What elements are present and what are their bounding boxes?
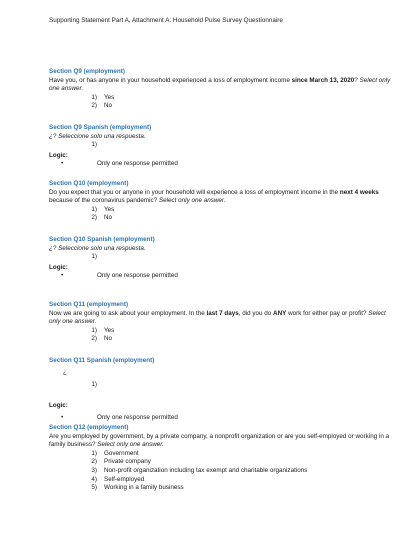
- section-title: Section Q11 (employment): [49, 301, 129, 308]
- option-item: 1) Yes: [91, 93, 115, 101]
- option-item: 1) Yes: [91, 205, 115, 213]
- option-item: 5) Working in a family business: [91, 484, 184, 492]
- option-item: 1): [91, 253, 97, 261]
- option-item: 1) Government: [91, 449, 139, 457]
- question-text: Have you, or has anyone in your household experienced a loss of employment income since March 13, 2020? Select only one answer.: [49, 76, 391, 93]
- option-item: 1) Yes: [91, 326, 115, 334]
- question-text: ¿: [63, 368, 67, 376]
- section-title: Section Q12 (employment): [49, 424, 129, 431]
- section-q12: [49, 424, 394, 493]
- logic-label: Logic:: [49, 151, 68, 159]
- section-q11: [49, 301, 394, 344]
- option-item: 2) No: [91, 102, 113, 110]
- question-text: Are you employed by government, by a private company, a nonprofit organization or are you self-employed or working in a family business? Select only one answer.: [49, 432, 390, 449]
- question-text: Now we are going to ask about your employment. In the last 7 days, did you do ANY work for either pay or profit? Select only one answer.: [49, 309, 386, 326]
- option-item: 4) Self-employed: [91, 475, 145, 483]
- section-title: Section Q11 Spanish (employment): [49, 357, 155, 364]
- logic-label: Logic:: [49, 263, 68, 271]
- section-q9: [49, 68, 394, 111]
- section-q10: [49, 180, 394, 223]
- question-text: Do you expect that you or anyone in your household will experience a loss of employment income in the next 4 weeks because of the coronavirus pandemic? Select only one answer.: [49, 188, 379, 205]
- section-q9-spanish: [49, 124, 394, 169]
- section-title: Section Q9 Spanish (employment): [49, 124, 152, 131]
- option-item: 3) Non-profit organization including tax exempt and charitable organizations: [91, 466, 308, 474]
- question-text: ¿? Seleccione solo una respuesta.: [49, 132, 146, 140]
- option-item: 1): [91, 141, 97, 149]
- logic-label: Logic:: [49, 401, 68, 409]
- section-q11-spanish: [49, 357, 394, 423]
- logic-bullet: • Only one response permitted: [61, 160, 178, 168]
- option-item: 2) No: [91, 335, 113, 343]
- option-item: 1): [91, 381, 97, 389]
- section-q10-spanish: [49, 236, 394, 281]
- section-title: Section Q9 (employment): [49, 68, 125, 75]
- option-item: 2) No: [91, 214, 113, 222]
- section-title: Section Q10 Spanish (employment): [49, 236, 155, 243]
- question-text: ¿? Seleccione solo una respuesta.: [49, 244, 146, 252]
- option-item: 2) Private company: [91, 458, 151, 466]
- logic-bullet: • Only one response permitted: [61, 272, 178, 280]
- page-header: Supporting Statement Part A, Attachment A: Household Pulse Survey Questionnaire: [49, 17, 283, 24]
- logic-bullet: • Only one response permitted: [61, 414, 178, 422]
- section-title: Section Q10 (employment): [49, 180, 129, 187]
